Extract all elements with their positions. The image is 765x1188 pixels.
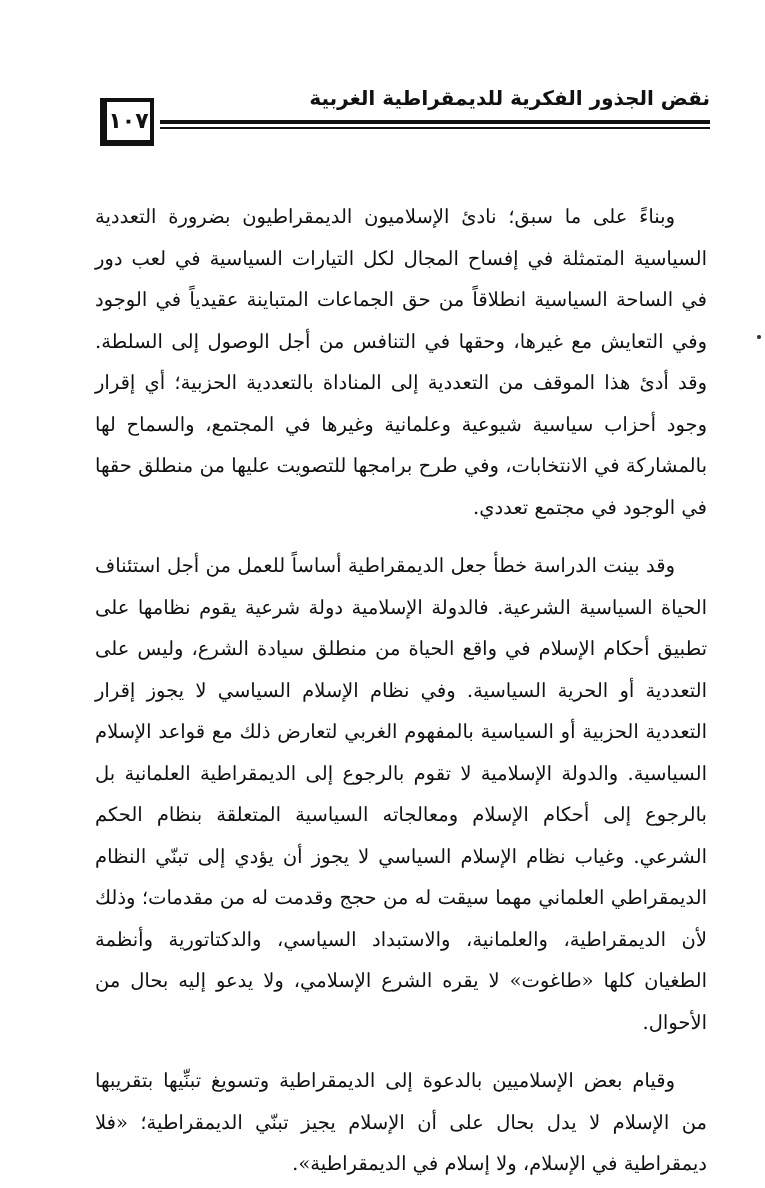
header-rule-thick xyxy=(160,120,710,124)
header-rule-thin xyxy=(160,127,710,129)
margin-mark xyxy=(757,335,761,339)
page-header xyxy=(100,86,710,156)
page-number: ١٠٧ xyxy=(100,98,154,146)
paragraph-2: وقد بينت الدراسة خطأ جعل الديمقراطية أساساً للعمل من أجل استئناف الحياة السياسية الشرعية. فالدولة الإسلامية دولة شرعية يقوم نظامها على تطبيق أحكام الإسلام في واقع الحياة من منطلق سيادة الشرع، وليس على التعددية أو الحرية السياسية. وفي نظام الإسلام السياسي لا يجوز إقرار التعددية الحزبية أو السياسية بالمفهوم الغربي لتعارض ذلك مع قواعد الإسلام السياسية. والدولة الإسلامية لا تقوم بالرجوع إلى الديمقراطية العلمانية بل بالرجوع إلى أحكام الإسلام ومعالجاته السياسية المتعلقة بنظام الحكم الشرعي. وغياب نظام الإسلام السياسي لا يجوز أن يؤدي إلى تبنّي النظام الديمقراطي العلماني مهما سيقت له من حجج وقدمت له من مقدمات؛ وذلك لأن الديمقراطية، والعلمانية، والاستبداد السياسي، والدكتاتورية وأنظمة الطغيان كلها «طاغوت» لا يقره الشرع الإسلامي، ولا يدعو إليه بحال من الأحوال. xyxy=(95,554,707,1034)
body-text xyxy=(95,196,707,1185)
paragraph-1: وبناءً على ما سبق؛ نادئ الإسلاميون الديمقراطيون بضرورة التعددية السياسية المتمثلة في إفساح المجال لكل التيارات السياسية في لعب دور في الساحة السياسية انطلاقاً من حق الجماعات المتباينة عقيدياً في الوجود وفي التعايش مع غيرها، وحقها في التنافس من أجل الوصول إلى السلطة. وقد أدئ هذا الموقف من التعددية إلى المناداة بالتعددية الحزبية؛ أي إقرار وجود أحزاب سياسية شيوعية وعلمانية وغيرها في المجتمع، والسماح لها بالمشاركة في الانتخابات، وفي طرح برامجها للتصويت عليها من منطلق حقها في الوجود في مجتمع تعددي. xyxy=(95,205,707,519)
running-title: نقض الجذور الفكرية للديمقراطية الغربية xyxy=(309,86,710,110)
paragraph-3: وقيام بعض الإسلاميين بالدعوة إلى الديمقراطية وتسويغ تبنِّيها بتقريبها من الإسلام لا يدل بحال على أن الإسلام يجيز تبنّي الديمقراطية؛ «فلا ديمقراطية في الإسلام، ولا إسلام في الديمقراطية». xyxy=(95,1069,707,1175)
